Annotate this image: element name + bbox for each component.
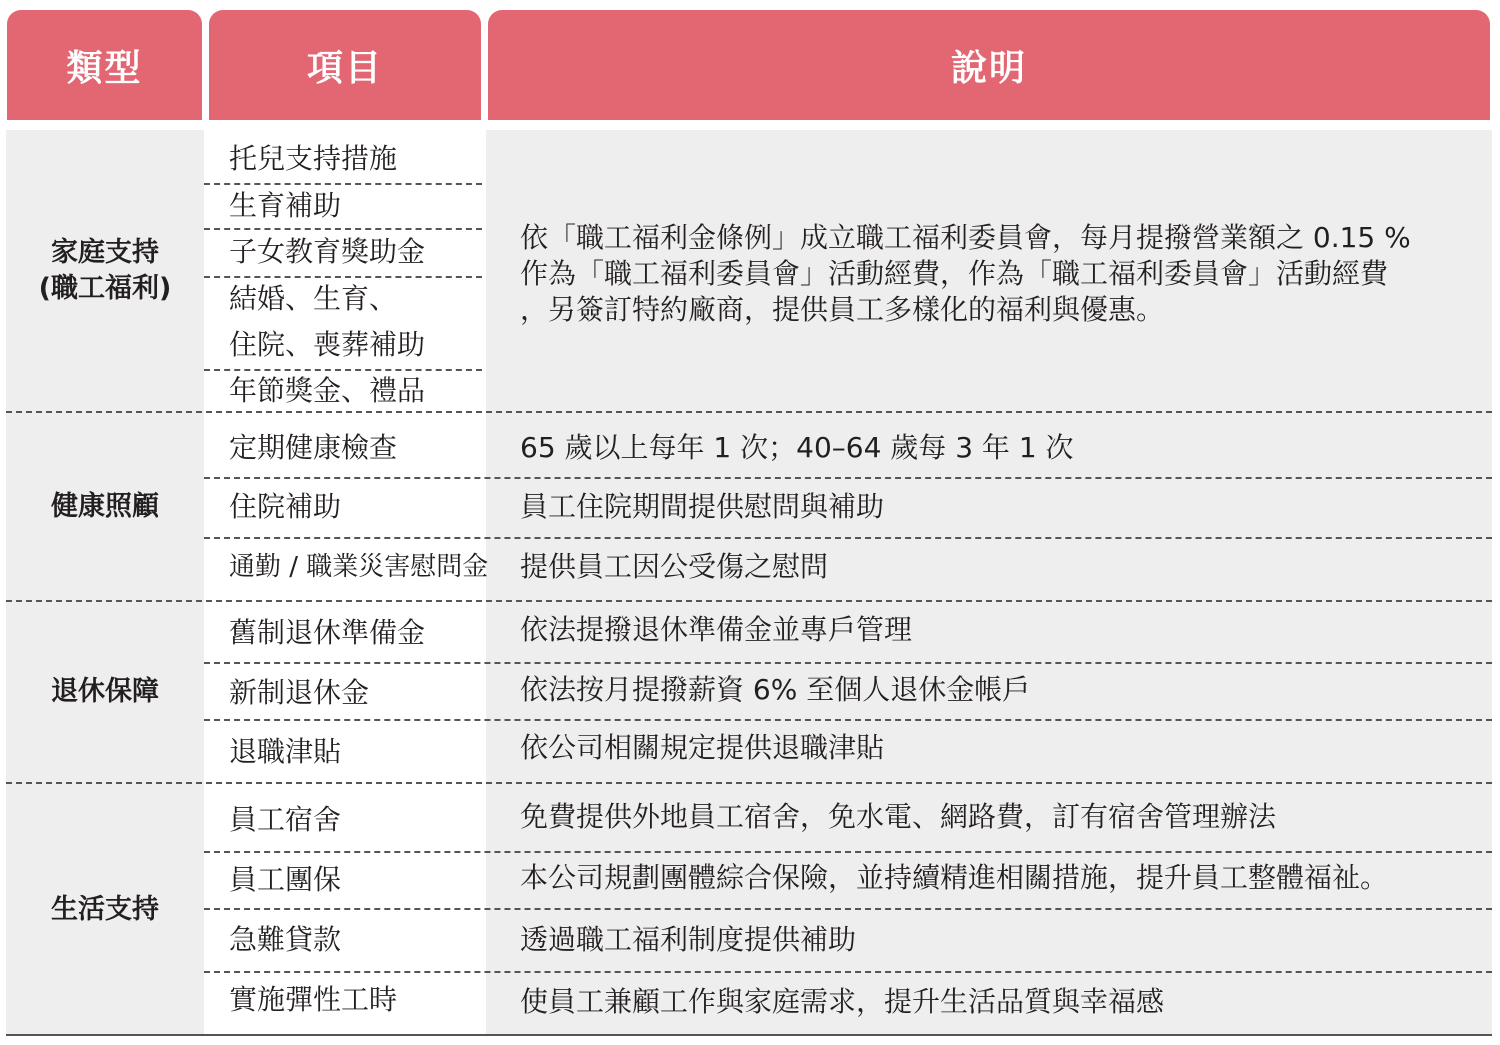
desc-old-pension: 依法提撥退休準備金並專戶管理 bbox=[520, 613, 913, 646]
item-severance: 退職津貼 bbox=[229, 735, 342, 768]
desc-line: 依「職工福利金條例」成立職工福利委員會，每月提撥營業額之 0.15 % bbox=[520, 221, 1411, 254]
desc-flexible-hours: 使員工兼顧工作與家庭需求，提升生活品質與幸福感 bbox=[520, 985, 1165, 1018]
item-old-pension: 舊制退休準備金 bbox=[229, 616, 426, 649]
item-education: 子女教育獎助金 bbox=[229, 235, 426, 268]
table-bottom-border bbox=[6, 1034, 1492, 1036]
row-divider bbox=[204, 662, 1492, 664]
desc-line: ，另簽訂特約廠商，提供員工多樣化的福利與優惠。 bbox=[520, 293, 1165, 326]
item-wedding: 結婚、生育、 bbox=[229, 282, 398, 315]
category-family-support bbox=[6, 130, 204, 412]
item-maternity: 生育補助 bbox=[229, 189, 342, 222]
category-line: (職工福利) bbox=[38, 273, 172, 304]
row-divider bbox=[204, 908, 1492, 910]
item-divider bbox=[204, 276, 482, 278]
item-divider bbox=[204, 369, 482, 371]
desc-injury-compensation: 提供員工因公受傷之慰問 bbox=[520, 550, 829, 583]
row-divider bbox=[204, 537, 1492, 539]
category-retirement: 退休保障 bbox=[51, 676, 159, 707]
item-health-check: 定期健康檢查 bbox=[229, 431, 398, 464]
row-divider bbox=[204, 719, 1492, 721]
header-item: 項目 bbox=[209, 10, 481, 120]
item-hospital-subsidy: 住院補助 bbox=[229, 490, 342, 523]
desc-hospital-subsidy: 員工住院期間提供慰問與補助 bbox=[520, 490, 885, 523]
desc-dormitory: 免費提供外地員工宿舍，免水電、網路費，訂有宿舍管理辦法 bbox=[520, 800, 1277, 833]
row-divider bbox=[204, 477, 1492, 479]
item-divider bbox=[204, 183, 482, 185]
desc-health-check: 65 歲以上每年 1 次；40–64 歲每 3 年 1 次 bbox=[520, 431, 1074, 464]
description-family-support bbox=[520, 220, 1411, 328]
desc-line: 作為「職工福利委員會」活動經費，作為「職工福利委員會」活動經費 bbox=[520, 257, 1389, 290]
desc-group-insurance: 本公司規劃團體綜合保險，並持續精進相關措施，提升員工整體福祉。 bbox=[520, 861, 1389, 894]
item-emergency-loan: 急難貸款 bbox=[229, 923, 342, 956]
row-divider bbox=[204, 851, 1492, 853]
category-living-support: 生活支持 bbox=[51, 893, 159, 925]
row-divider bbox=[204, 971, 1492, 973]
group-divider bbox=[6, 600, 1492, 602]
group-divider bbox=[6, 782, 1492, 784]
desc-emergency-loan: 透過職工福利制度提供補助 bbox=[520, 923, 857, 956]
item-holiday-bonus: 年節獎金、禮品 bbox=[229, 374, 426, 407]
item-divider bbox=[204, 228, 482, 230]
item-childcare: 托兒支持措施 bbox=[229, 142, 398, 175]
header-type: 類型 bbox=[7, 10, 202, 120]
item-injury-compensation: 通勤 / 職業災害慰問金 bbox=[229, 552, 489, 582]
item-new-pension: 新制退休金 bbox=[229, 676, 370, 709]
item-flexible-hours: 實施彈性工時 bbox=[229, 983, 398, 1016]
category-health-care: 健康照顧 bbox=[51, 490, 159, 522]
desc-severance: 依公司相關規定提供退職津貼 bbox=[520, 731, 885, 764]
category-line: 家庭支持 bbox=[51, 237, 159, 268]
header-description: 說明 bbox=[488, 10, 1490, 120]
item-hospital-funeral: 住院、喪葬補助 bbox=[229, 328, 426, 361]
item-group-insurance: 員工團保 bbox=[229, 863, 342, 896]
group-divider bbox=[6, 411, 1492, 413]
item-dormitory: 員工宿舍 bbox=[229, 803, 342, 836]
desc-new-pension: 依法按月提撥薪資 6% 至個人退休金帳戶 bbox=[520, 673, 1031, 706]
